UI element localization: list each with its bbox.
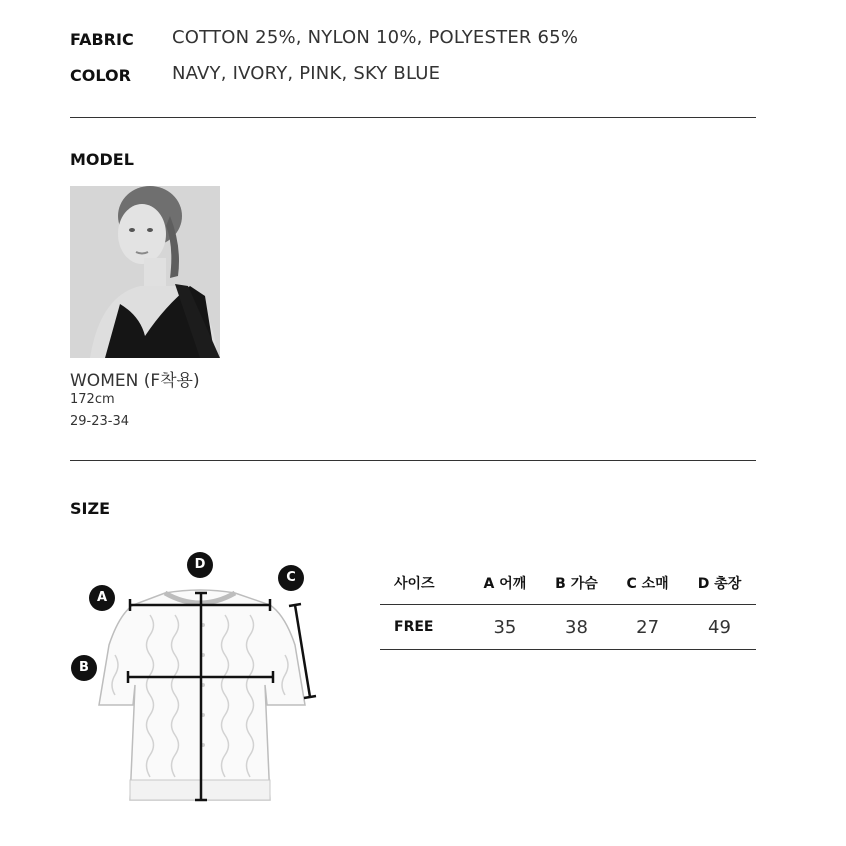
color-value: NAVY, IVORY, PINK, SKY BLUE — [172, 63, 441, 84]
table-row — [380, 605, 756, 650]
model-section-title: MODEL — [70, 150, 134, 169]
divider — [70, 460, 756, 461]
size-column-header: 사이즈 — [380, 562, 469, 605]
sleeve-value-cell: 27 — [612, 605, 683, 650]
garment-diagram — [95, 585, 325, 810]
size-table — [380, 562, 756, 650]
model-photo-illustration — [70, 186, 220, 358]
model-height: 172cm — [70, 392, 115, 407]
size-table-header-row — [380, 562, 756, 605]
marker-b: B — [71, 655, 97, 681]
size-section-title: SIZE — [70, 499, 111, 518]
marker-a: A — [89, 585, 115, 611]
chest-column-header: B 가슴 — [541, 562, 612, 605]
size-name-cell: FREE — [380, 605, 469, 650]
length-value-cell: 49 — [683, 605, 756, 650]
fabric-value: COTTON 25%, NYLON 10%, POLYESTER 65% — [172, 27, 579, 48]
shoulder-column-header: A 어깨 — [469, 562, 541, 605]
model-name: WOMEN (F착용) — [70, 371, 200, 391]
fabric-label: FABRIC — [70, 30, 134, 49]
shoulder-value-cell: 35 — [469, 605, 541, 650]
color-label: COLOR — [70, 66, 131, 85]
length-column-header: D 총장 — [683, 562, 756, 605]
chest-value-cell: 38 — [541, 605, 612, 650]
sleeve-column-header: C 소매 — [612, 562, 683, 605]
marker-c: C — [278, 565, 304, 591]
divider — [70, 117, 756, 118]
model-measurements: 29-23-34 — [70, 414, 130, 429]
model-photo — [70, 186, 220, 358]
marker-d: D — [187, 552, 213, 578]
